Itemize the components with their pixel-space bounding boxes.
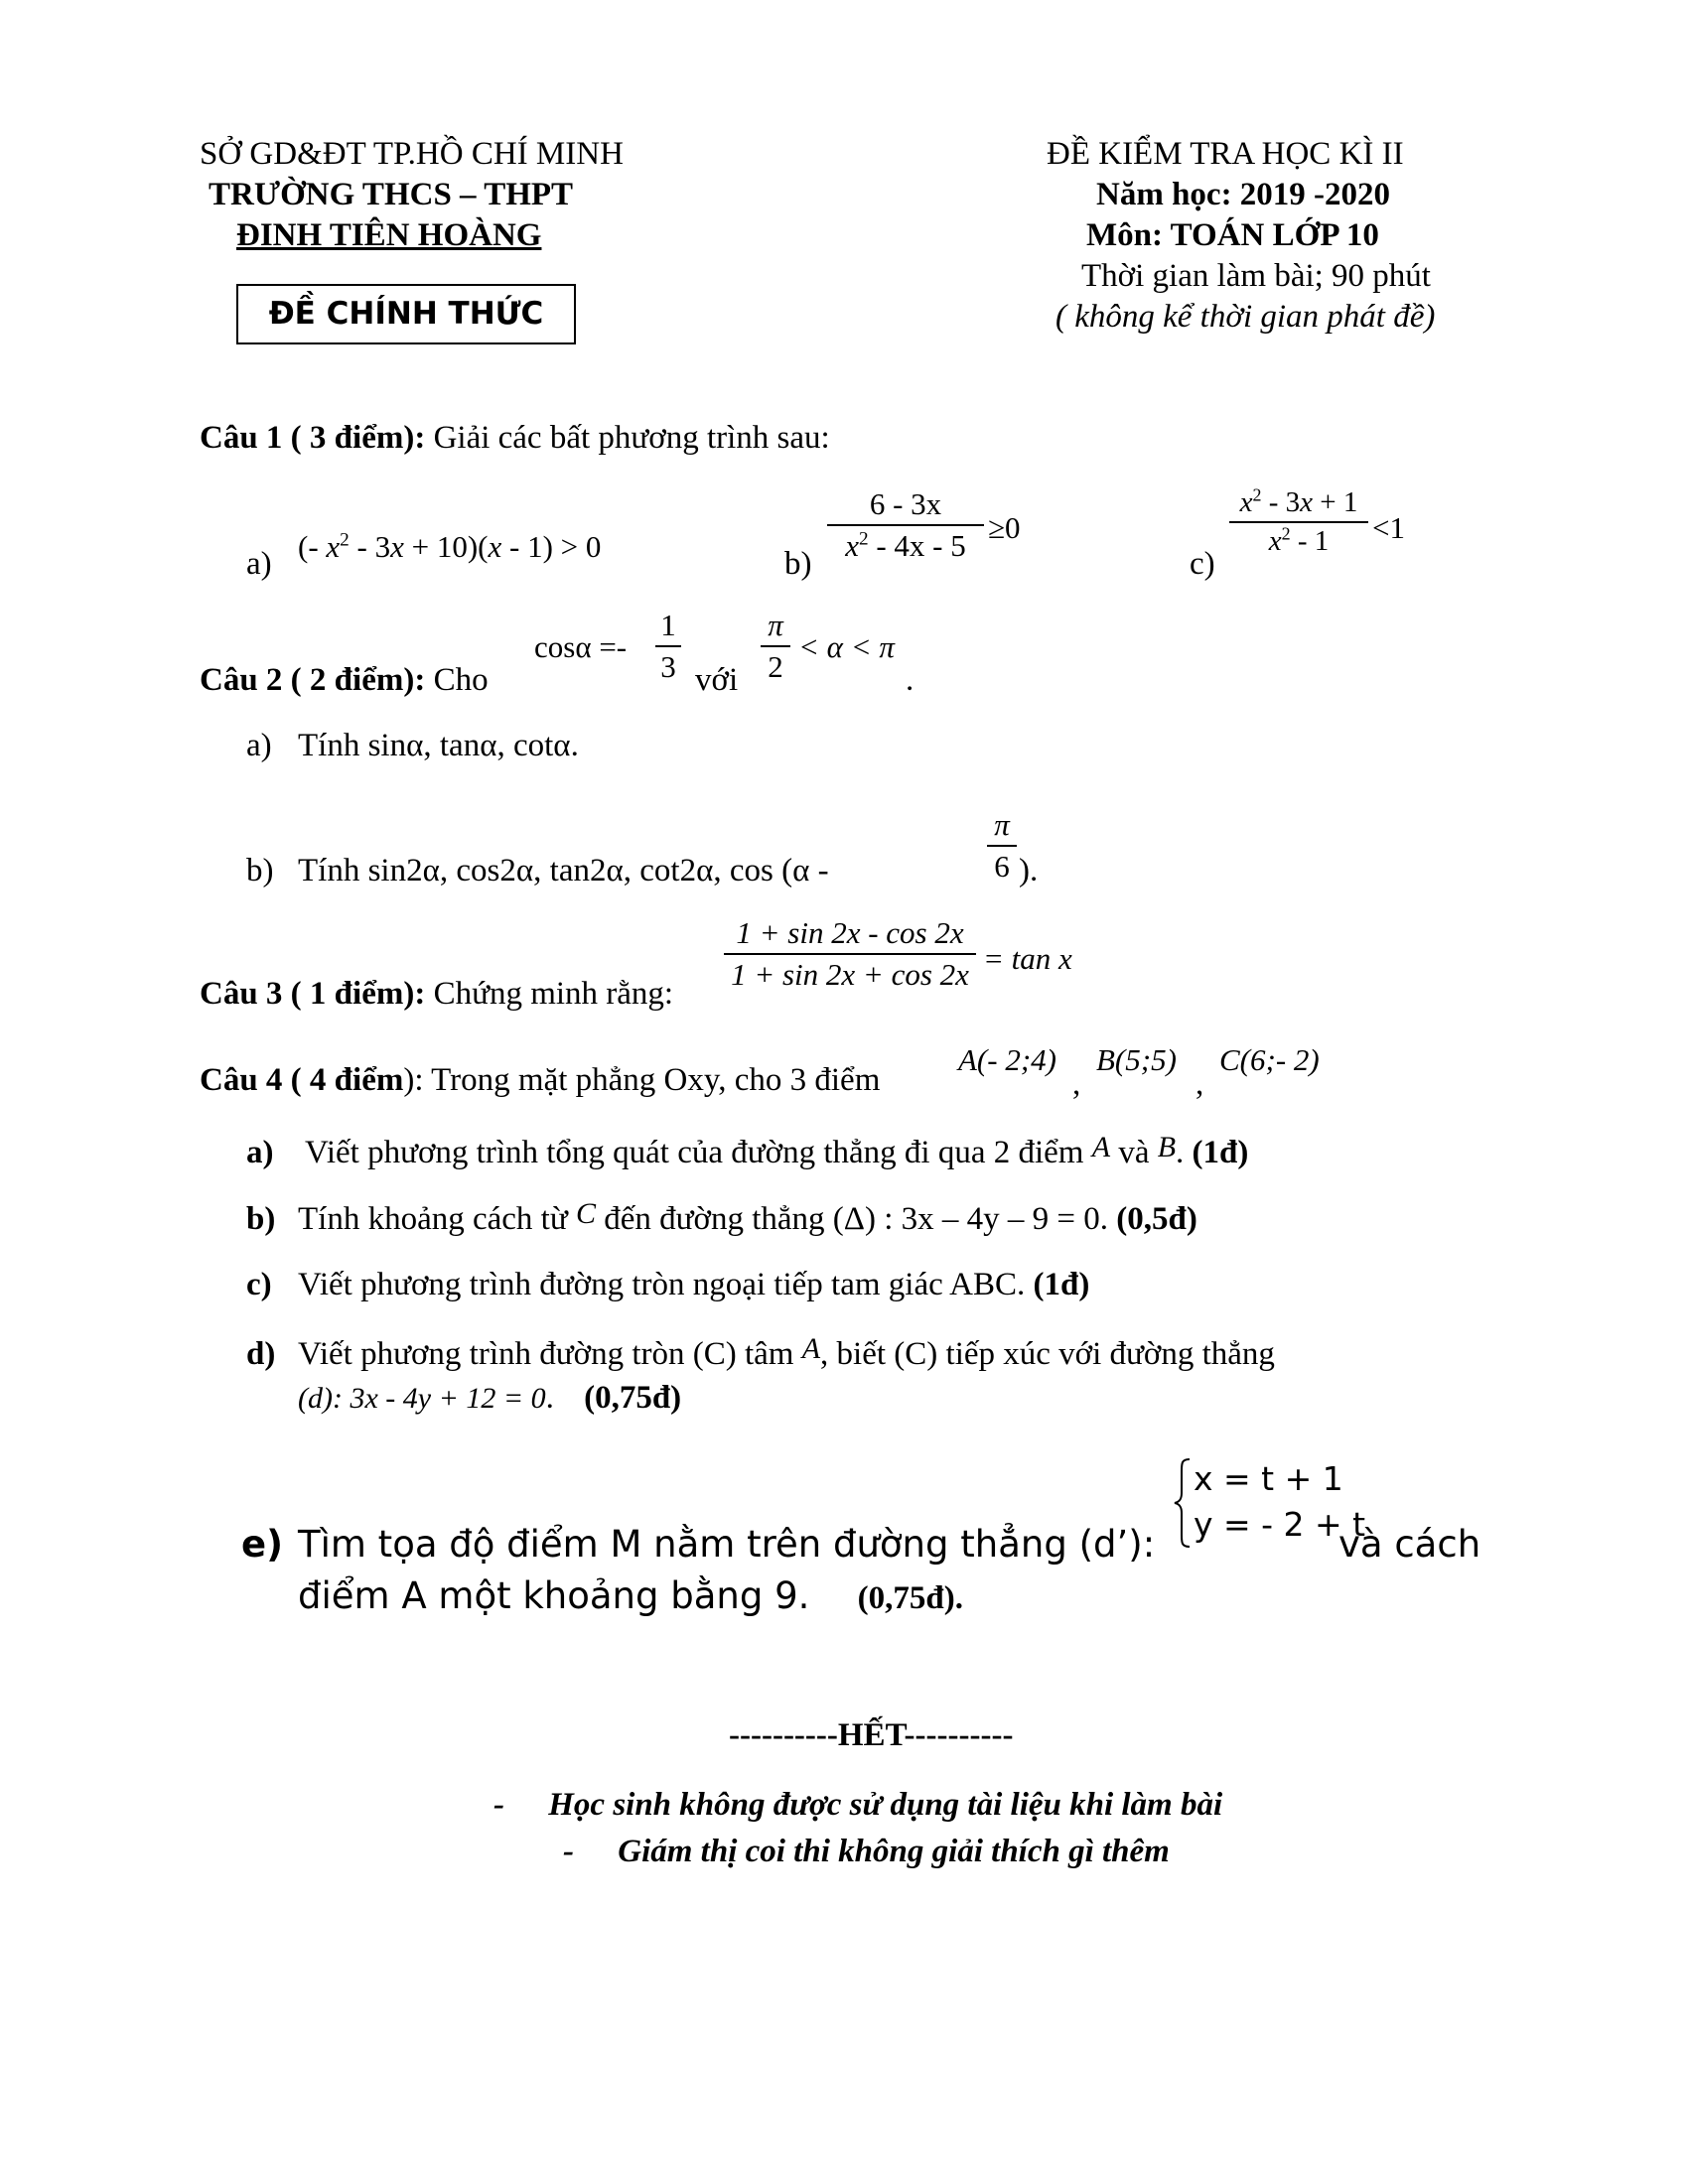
q4c-points: (1đ) <box>1033 1267 1090 1302</box>
q2b-six: 6 <box>994 848 1010 884</box>
duration-note: ( không kể thời gian phát đề) <box>1055 299 1436 335</box>
q4e-system-eq1: x = t + 1 <box>1194 1459 1343 1498</box>
end-marker: ----------HẾT---------- <box>729 1717 1014 1753</box>
q1b-numerator: 6 - 3x <box>869 486 942 521</box>
q1b-relation: ≥0 <box>988 510 1021 545</box>
q4-point-c: C(6;- 2) <box>1219 1042 1320 1077</box>
q3-rhs: = tan x <box>983 941 1072 976</box>
q1b-label: b) <box>784 546 812 582</box>
q2-with: với <box>695 662 739 698</box>
footer-note-2 <box>563 1834 1170 1870</box>
school-name-line2: ĐINH TIÊN HOÀNG <box>236 217 542 253</box>
q2-period: . <box>906 662 914 698</box>
school-year: Năm học: 2019 -2020 <box>1096 177 1391 212</box>
q1-label: Câu 1 ( 3 điểm): <box>200 420 426 456</box>
q1b-fraction <box>827 486 984 563</box>
q4d-dot: . <box>545 1380 554 1416</box>
q4-text: Trong mặt phẳng Oxy, cho 3 điểm <box>431 1062 881 1098</box>
q4e-system-brace <box>1172 1457 1194 1549</box>
q4e-text1: Tìm tọa độ điểm M nằm trên đường thẳng (d’): <box>298 1523 1156 1566</box>
q2-inequality-rhs: < α < π <box>798 629 895 664</box>
q4a-point-b: B <box>1157 1131 1177 1163</box>
q1c-fraction <box>1229 486 1368 559</box>
subject: Môn: TOÁN LỚP 10 <box>1086 217 1379 253</box>
q4a-point-a: A <box>1091 1131 1111 1163</box>
q4e-line2 <box>298 1574 963 1617</box>
footer-note-1 <box>493 1787 1222 1824</box>
q4-point-b: B(5;5) <box>1096 1042 1177 1077</box>
q4d-label: d) <box>246 1336 276 1372</box>
q3-label: Câu 3 ( 1 điểm): <box>200 976 426 1012</box>
q2b-label: b) <box>246 853 274 888</box>
q2-frac-den: 3 <box>660 648 676 684</box>
q3-fraction <box>724 915 976 992</box>
q4d-text1: Viết phương trình đường tròn (C) tâm <box>298 1336 794 1372</box>
q2a-label: a) <box>246 728 272 763</box>
exam-duration: Thời gian làm bài; 90 phút <box>1081 258 1431 294</box>
q2-heading <box>200 662 489 699</box>
q4-label: Câu 4 ( 4 điểm <box>200 1062 404 1098</box>
q4-point-a: A(- 2;4) <box>958 1042 1056 1077</box>
q2a-text: Tính sinα, tanα, cotα. <box>298 728 579 763</box>
q4b-line <box>298 1197 1197 1238</box>
q4d-points: (0,75đ) <box>584 1380 682 1416</box>
q4a-label: a) <box>246 1135 274 1170</box>
q4b-label: b) <box>246 1201 276 1237</box>
department-name: SỞ GD&ĐT TP.HỒ CHÍ MINH <box>200 136 624 172</box>
q1-text: Giải các bất phương trình sau: <box>433 420 830 456</box>
q4c-label: c) <box>246 1267 272 1302</box>
q3-heading <box>200 976 673 1013</box>
q4a-and: và <box>1118 1135 1150 1170</box>
q3-numerator: 1 + sin 2x - cos 2x <box>736 915 964 950</box>
q1a-inequality: (- $x^2 - 3x + 10)(x - 1) > 0$ <box>298 529 602 564</box>
q1c-numerator: $x^2 - 3x + 1$ <box>1239 484 1358 518</box>
q4c-line <box>298 1267 1089 1303</box>
school-name-line1: TRƯỜNG THCS – THPT <box>209 177 574 212</box>
q1b-denominator: $x^2 - 4x - 5$ <box>845 527 966 563</box>
q3-denominator: 1 + sin 2x + cos 2x <box>731 956 969 992</box>
q4d-point-a: A <box>801 1332 821 1365</box>
q2-frac-pi-over-2 <box>761 608 790 684</box>
curly-brace-icon <box>1172 1457 1194 1549</box>
q4-heading <box>200 1062 880 1099</box>
q4b-points: (0,5đ) <box>1116 1201 1197 1237</box>
q4e-label: e) <box>241 1523 284 1566</box>
q1c-relation: <1 <box>1372 510 1405 545</box>
q4e-text3: điểm A một khoảng bằng 9. <box>298 1574 810 1617</box>
exam-title: ĐỀ KIỂM TRA HỌC KÌ II <box>1047 136 1404 172</box>
q2-frac-num: 1 <box>660 608 676 642</box>
q4d-text2: , biết (C) tiếp xúc với đường thẳng <box>820 1336 1275 1372</box>
q2-cos-lhs: cosα =- <box>534 629 628 664</box>
q4e-text2: và cách <box>1338 1523 1481 1566</box>
q2b-end: ). <box>1019 853 1039 888</box>
q1-heading <box>200 420 830 457</box>
q2b-pi: π <box>994 807 1010 842</box>
q4a-text: Viết phương trình tổng quát của đường thẳng đi qua 2 điểm <box>305 1135 1084 1170</box>
q4e-system-eq2: y = - 2 + t <box>1194 1505 1366 1544</box>
q4d-equation: (d): 3x - 4y + 12 = 0 <box>298 1382 546 1415</box>
q1a-label: a) <box>246 546 272 582</box>
q2-two: 2 <box>768 648 783 684</box>
footer-note-2-text: Giám thị coi thi không giải thích gì thêm <box>618 1834 1170 1869</box>
q2-label: Câu 2 ( 2 điểm): <box>200 662 426 698</box>
q2b-frac-pi-over-6 <box>987 807 1017 884</box>
q2-text: Cho <box>433 662 489 698</box>
q1c-label: c) <box>1190 546 1215 582</box>
q4-comma-2: , <box>1196 1066 1204 1102</box>
q4a-line: Viết phương trình tổng quát của đường thẳng đi qua 2 điểm A và B. (1đ) <box>305 1131 1249 1170</box>
q4-label-tail: ): <box>403 1062 424 1098</box>
footer-dash-1: - <box>493 1787 504 1823</box>
q4e-points: (0,75đ). <box>857 1580 963 1616</box>
q2-frac-one-third <box>655 608 681 684</box>
q1c-denominator: $x^2 - 1$ <box>1268 523 1330 558</box>
q4a-points: (1đ) <box>1192 1135 1249 1170</box>
q2-pi: π <box>768 608 783 642</box>
q4b-text1: Tính khoảng cách từ <box>298 1201 568 1237</box>
q4b-point-c: C <box>575 1197 596 1230</box>
q4d-line1 <box>298 1332 1275 1373</box>
footer-dash-2: - <box>563 1834 574 1869</box>
q3-text: Chứng minh rằng: <box>433 976 674 1012</box>
footer-note-1-text: Học sinh không được sử dụng tài liệu khi làm bài <box>548 1787 1223 1823</box>
q4-comma-1: , <box>1072 1066 1081 1102</box>
official-exam-box: ĐỀ CHÍNH THỨC <box>236 284 576 344</box>
q4b-text2: đến đường thẳng (Δ) : 3x – 4y – 9 = 0. <box>604 1201 1109 1237</box>
q4c-text: Viết phương trình đường tròn ngoại tiếp tam giác ABC. <box>298 1267 1026 1302</box>
q4d-line2 <box>298 1380 681 1417</box>
q2b-text: Tính sin2α, cos2α, tan2α, cot2α, cos (α - <box>298 853 829 888</box>
